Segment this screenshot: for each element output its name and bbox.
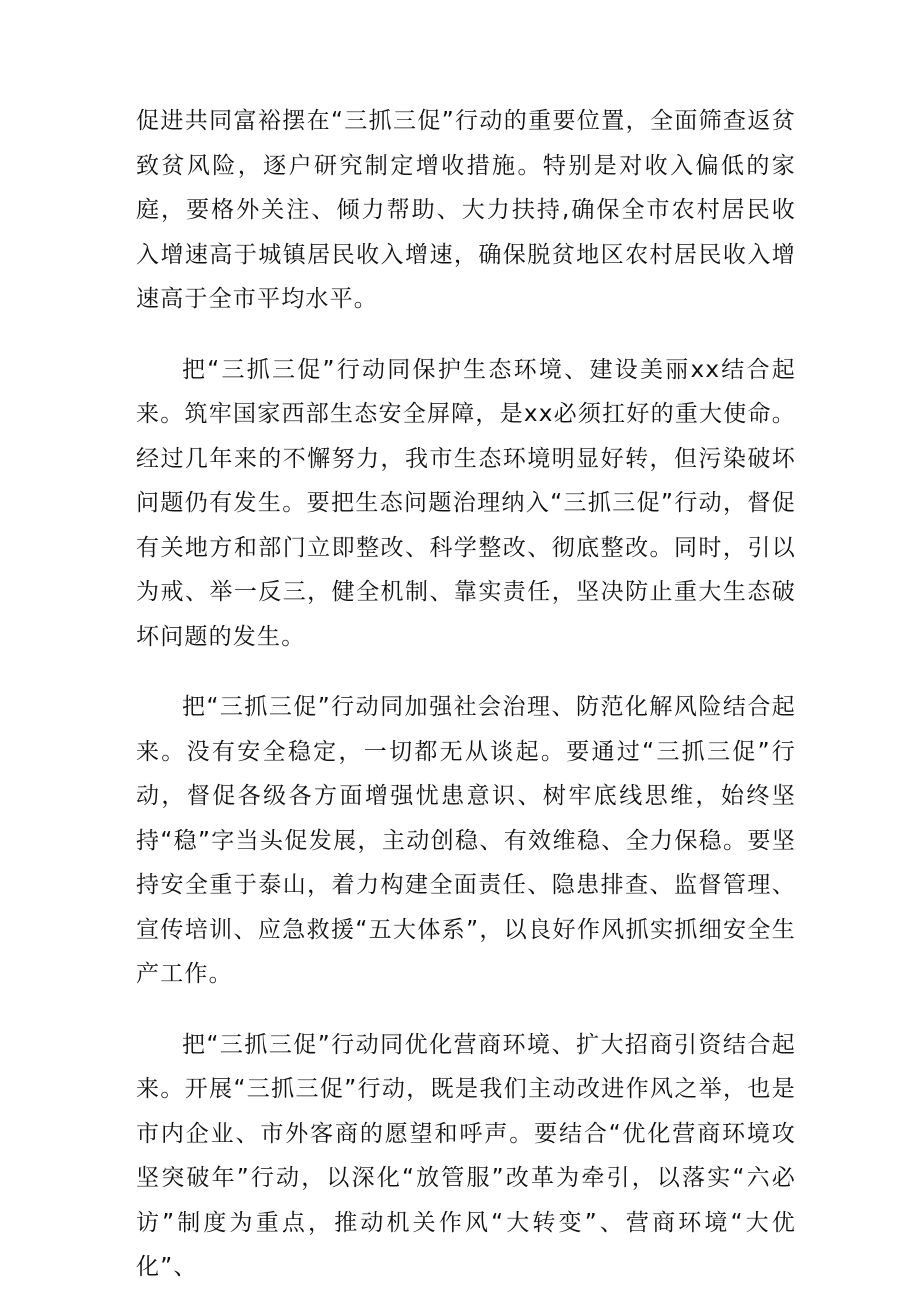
document-page <box>136 99 796 1316</box>
paragraph-2: 把“三抓三促”行动同保护生态环境、建设美丽xx结合起来。筑牢国家西部生态安全屏障，是xx必须扛好的重大使命。经过几年来的不懈努力，我市生态环境明显好转，但污染破坏问题仍有发生。要把生态问题治理纳入“三抓三促”行动，督促有关地方和部门立即整改、科学整改、彻底整改。同时，引以为戒、举一反三，健全机制、靠实责任，坚决防止重大生态破坏问题的发生。 <box>136 356 796 650</box>
paragraph-4: 把“三抓三促”行动同优化营商环境、扩大招商引资结合起来。开展“三抓三促”行动，既是我们主动改进作风之举，也是市内企业、市外客商的愿望和呼声。要结合“优化营商环境攻坚突破年”行动，以深化“放管服”改革为牵引，以落实“六必访”制度为重点，推动机关作风“大转变”、营商环境“大优化”、 <box>136 1031 796 1280</box>
paragraph-3: 把“三抓三促”行动同加强社会治理、防范化解风险结合起来。没有安全稳定，一切都无从谈起。要通过“三抓三促”行动，督促各级各方面增强忧患意识、树牢底线思维，始终坚持“稳”字当头促发展，主动创稳、有效维稳、全力保稳。要坚持安全重于泰山，着力构建全面责任、隐患排查、监督管理、宣传培训、应急救援“五大体系”，以良好作风抓实抓细安全生产工作。 <box>136 694 796 987</box>
paragraph-1: 促进共同富裕摆在“三抓三促”行动的重要位置，全面筛查返贫致贫风险，逐户研究制定增收措施。特别是对收入偏低的家庭，要格外关注、倾力帮助、大力扶持,确保全市农村居民收入增速高于城镇居民收入增速，确保脱贫地区农村居民收入增速高于全市平均水平。 <box>136 108 796 312</box>
